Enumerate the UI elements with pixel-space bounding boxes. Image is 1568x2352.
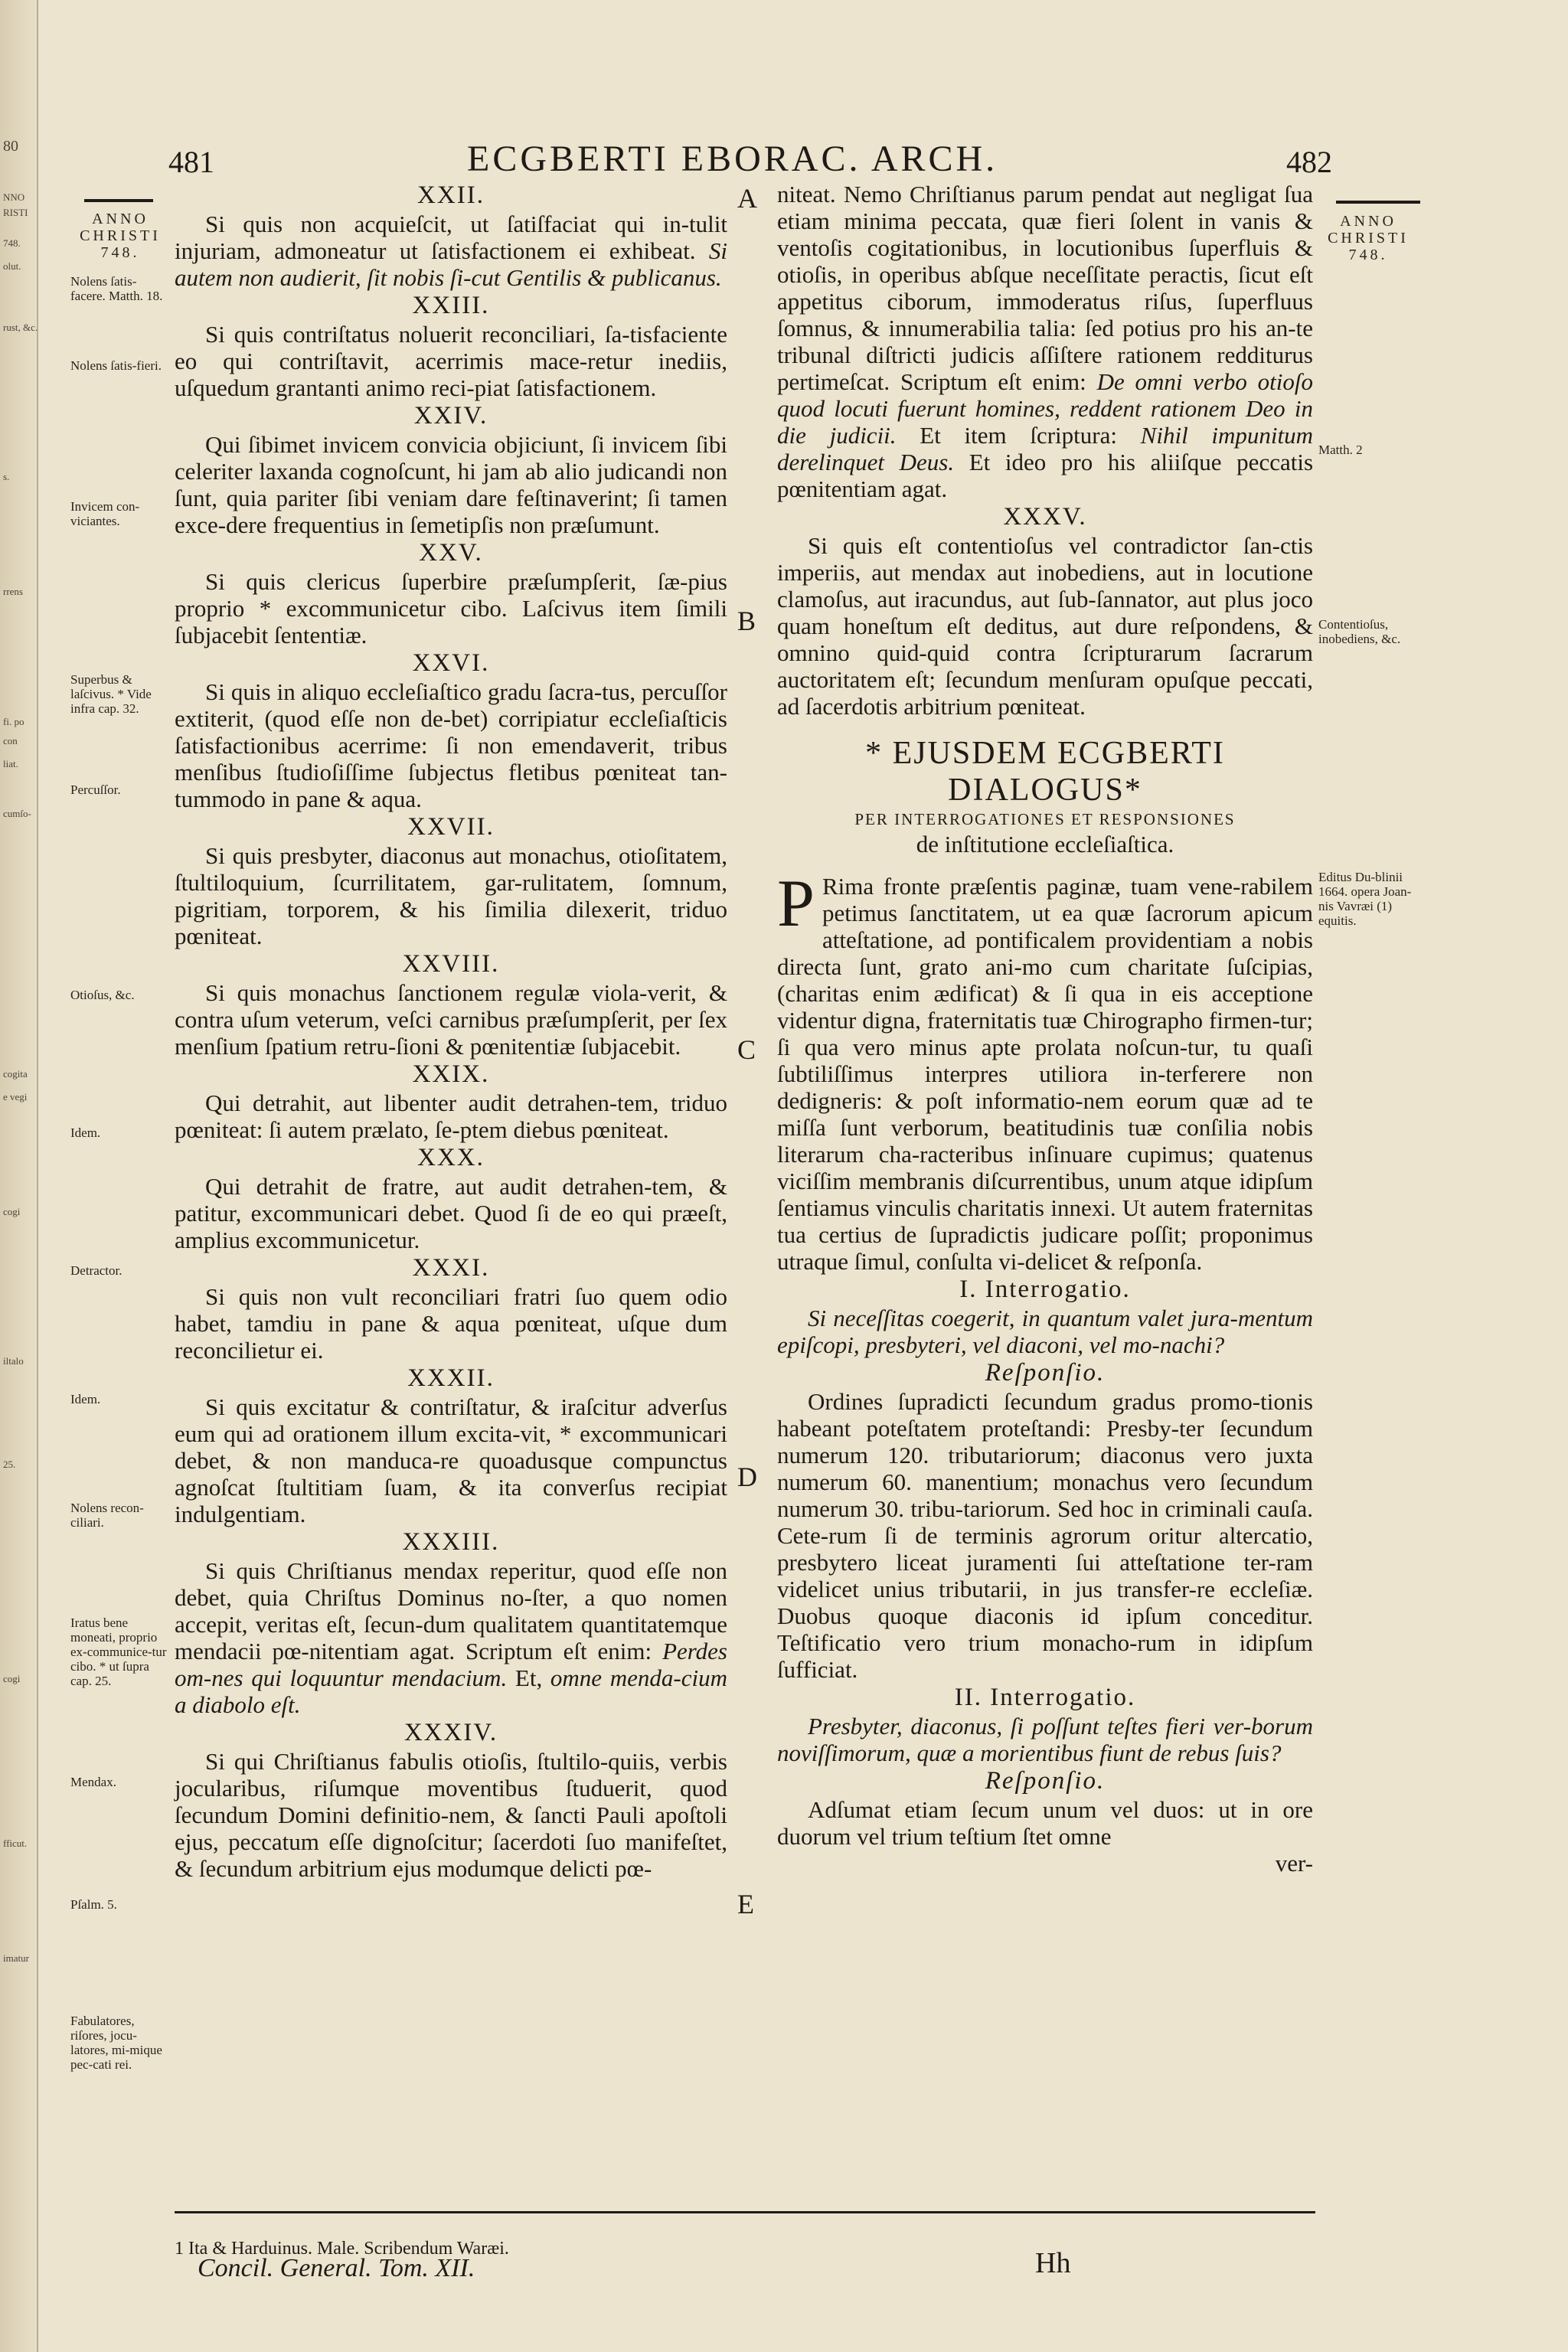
section-text bbox=[175, 1557, 727, 1718]
margin-note-anno-left: ANNO CHRISTI 748. bbox=[80, 211, 161, 261]
prev-edge-text: NNO bbox=[3, 191, 25, 203]
prev-edge-text: cogi bbox=[3, 1206, 21, 1217]
prev-edge-text: s. bbox=[3, 471, 10, 482]
margin-note: Matth. 2 bbox=[1318, 443, 1363, 457]
section-heading: XXX. bbox=[417, 1144, 485, 1171]
interrogatio-text: Si neceſſitas coegerit, in quantum valet jura-mentum epiſcopi, presbyteri, vel diaconi, vel mo-nachi? bbox=[777, 1305, 1313, 1358]
margin-note: Percuſſor. bbox=[70, 782, 121, 797]
section-text: Si quis contriſtatus noluerit reconciliari, ſa-tisfaciente eo qui contriſtavit, acerrimis mace-retur inediis, uſquedum grantanti animo reci-piat ſatisfactionem. bbox=[175, 321, 727, 401]
section-heading: XXIX. bbox=[412, 1060, 490, 1088]
section-heading: XXV. bbox=[419, 539, 483, 567]
margin-note: Otioſus, &c. bbox=[70, 988, 135, 1002]
section-heading: XXIV. bbox=[413, 402, 488, 430]
margin-note: Contentioſus, inobediens, &c. bbox=[1318, 617, 1401, 646]
margin-note: Fabulatores, riſores, jocu-latores, mi-mique pec-cati rei. bbox=[70, 2014, 162, 2072]
section-heading: XXXI. bbox=[412, 1254, 490, 1282]
left-column bbox=[175, 181, 727, 1882]
section-text bbox=[175, 211, 727, 291]
previous-page-edge bbox=[0, 0, 46, 2352]
scripture-quote: Perdes om-nes qui loquuntur mendacium. bbox=[175, 1638, 727, 1691]
section-text: Qui ſibimet invicem convicia objiciunt, ſi invicem ſibi celeriter laxanda cognoſcunt, hi jam ab alio judicandi non ſunt, quia pariter ſibi veniam dare feſtinaverint; ſi tamen exce-dere frequentius in ſemetipſis non præſumunt. bbox=[175, 431, 727, 538]
section-text: Si quis presbyter, diaconus aut monachus, otioſitatem, ſtultiloquium, ſcurrilitatem, gar-rulitatem, ſomnum, pigritiam, torporem, & his ſimilia dilexerit, triduo pœniteat. bbox=[175, 842, 727, 949]
margin-note: Editus Du-blinii 1664. opera Joan-nis Vavræi (1) equitis. bbox=[1318, 870, 1412, 928]
interrogatio-heading: I. Interrogatio. bbox=[959, 1276, 1131, 1303]
margin-note: Pſalm. 5. bbox=[70, 1897, 117, 1912]
responsio-text: Ordines ſupradicti ſecundum gradus promo-tionis habeant poteſtatem proteſtandi: Presby-ter ſecundum numerum 120. tributariorum; diaconus vero juxta numerum 60. manentium; monachus vero ſecundum numerum 30. tribu-tariorum. Sed hoc in criminali cauſa. Cete-rum ſi de terminis agrorum oritur altercatio, presbytero liceat juramenti ſui atteſtatione ter-ram videlicet unius tributarii, in jus transfer-re eccleſiæ. Duobus quoque diaconis id ipſum conceditur. Teſtificatio vero trium monacho-rum in idipſum ſufficiat. bbox=[777, 1388, 1313, 1683]
section-heading: XXII. bbox=[417, 181, 485, 209]
margin-note: Nolens ſatis-fieri. bbox=[70, 358, 162, 373]
margin-note: Invicem con-viciantes. bbox=[70, 499, 140, 528]
prev-edge-text: fi. po bbox=[3, 716, 24, 727]
body-text: Rima fronte præſentis paginæ, tuam vene-rabilem petimus ſanctitatem, ut ea quæ ſacrorum apicum atteſtatione, ad pontificalem providentiam a nobis directa ſunt, grato ani-mo cum charitate ſuſcipias, (charitas enim ædificat) & ſi qua in eis acceptione videntur digna, fraternitatis tuæ Chirographo firmen-tur; ſi qua vero minus apte prolata noſcun-tur, tu quaſi ſubtiliſſimus interpres utiliora in-terferere non dedigneris: & poſt informatio-nem eorum quæ ad te miſſa ſunt verborum, beatitudinis tuæ conſilia nobis literarum cha-racteribus inſinuare cupimus; quatenus viciſſim membranis diſcurrentibus, unum atque idipſum ſentiamus vinculis charitatis innexi. Ut autem fraternitas tua certius de ſupradictis judicare poſſit; proponimus utraque ſimul, conſulta vi-delicet & reſponſa. bbox=[777, 873, 1313, 1275]
margin-note: Nolens recon-ciliari. bbox=[70, 1501, 144, 1530]
column-letter: E bbox=[737, 1889, 754, 1919]
prev-edge-text: 748. bbox=[3, 237, 21, 249]
section-heading: XXXIV. bbox=[403, 1719, 498, 1746]
section-text: Qui detrahit de fratre, aut audit detrahen-tem, & patitur, excommunicari debet. Quod ſi de eo qui præeſt, amplius excommunicetur. bbox=[175, 1173, 727, 1253]
responsio-heading: Reſponſio. bbox=[985, 1359, 1106, 1387]
margin-note: Idem. bbox=[70, 1392, 101, 1406]
signature-mark: Hh bbox=[1035, 2247, 1071, 2279]
section-heading: XXVIII. bbox=[402, 950, 500, 978]
catchword: ver- bbox=[1275, 1850, 1313, 1877]
body-text: niteat. Nemo Chriſtianus parum pendat aut negligat ſua etiam minima peccata, quæ fieri ſolent in vanis & ventoſis cogitationibus, in locutionibus ſuperfluis & otioſis, in operibus abſque neceſſitate peractis, ſicut eſt appetitus ciborum, immoderatus riſus, ſuperfluus ſomnus, & innumerabilia talia: ſed potius pro his an-te tribunal diſtricti judicis aſſiſtere rationem redditurus pertimeſcat. Scriptum eſt enim: bbox=[777, 181, 1313, 395]
body-text: Et, bbox=[514, 1664, 543, 1691]
prev-edge-text: cogi bbox=[3, 1673, 21, 1684]
column-letter: D bbox=[737, 1462, 757, 1492]
prev-edge-text: cumſo- bbox=[3, 808, 31, 819]
prev-edge-text: rrens bbox=[3, 586, 23, 597]
prev-edge-text: olut. bbox=[3, 260, 21, 272]
section-text: Si quis eſt contentioſus vel contradictor ſan-ctis imperiis, aut mendax aut inobediens, aut in locutione clamoſus, aut iracundus, aut ſub-ſannator, aut plus joco quam honeſtum eſt deditus, aut dure reſpondens, & omnino quid-quid contra ſcripturarum ſacrarum auctoritatem eſt; ſecundum menſuram opuſque peccati, ad ſacerdotis arbitrium pœniteat. bbox=[777, 532, 1313, 720]
dialogus-preface bbox=[777, 867, 1313, 1275]
margin-note: Idem. bbox=[70, 1125, 101, 1140]
section-text: Qui detrahit, aut libenter audit detrahen-tem, triduo pœniteat: ſi autem prælato, ſe-ptem diebus pœniteat. bbox=[175, 1089, 727, 1143]
scripture-quote: Nihil impunitum derelinquet Deus. bbox=[777, 422, 1314, 475]
section-heading: XXVI. bbox=[412, 649, 490, 677]
body-text: Et ideo pro his aliiſque peccatis pœnitentiam agat. bbox=[777, 449, 1314, 502]
prev-edge-text: rust, &c. bbox=[3, 322, 38, 333]
responsio-heading: Reſponſio. bbox=[985, 1767, 1106, 1795]
prev-edge-text: e vegi bbox=[3, 1091, 28, 1102]
prev-edge-text: 25. bbox=[3, 1459, 16, 1470]
margin-note-anno-right: ANNO CHRISTI 748. bbox=[1328, 213, 1409, 263]
section-text: Si quis monachus ſanctionem regulæ viola-verit, & contra uſum veterum, veſci carnibus præſumpſerit, per ſex menſium ſpatium retru-ſioni & pœnitentiæ ſubjacebit. bbox=[175, 979, 727, 1060]
page-number-left: 481 bbox=[168, 145, 214, 179]
prev-edge-text: imatur bbox=[3, 1952, 29, 1964]
prev-edge-text: fficut. bbox=[3, 1838, 28, 1849]
section-heading: XXXV. bbox=[1003, 503, 1087, 531]
volume-signature: Concil. General. Tom. XII. bbox=[198, 2254, 475, 2282]
interrogatio-text: Presbyter, diaconus, ſi poſſunt teſtes fieri ver-borum noviſſimorum, quæ a morientibus fiunt de rebus ſuis? bbox=[777, 1713, 1313, 1766]
interrogatio-heading: II. Interrogatio. bbox=[954, 1684, 1136, 1711]
page-title: ECGBERTI EBORAC. ARCH. bbox=[467, 139, 998, 179]
prev-edge-text: liat. bbox=[3, 758, 18, 769]
section-heading: XXIII. bbox=[412, 292, 490, 319]
column-letter: B bbox=[737, 606, 756, 636]
prev-edge-text: con bbox=[3, 735, 18, 746]
margin-rule-left bbox=[84, 199, 153, 202]
section-text: Si quis non vult reconciliari fratri ſuo quem odio habet, tamdiu in pane & aqua pœniteat, uſque dum reconcilietur ei. bbox=[175, 1283, 727, 1364]
prev-edge-text: iltalo bbox=[3, 1355, 24, 1367]
column-letter: C bbox=[737, 1034, 756, 1065]
section-text: Si quis excitatur & contriſtatur, & iraſcitur adverſus eum qui ad orationem illum excita-vit, * excommunicari debet, & non manduca-re quoadusque compunctus agnoſcat ſtultitiam ſuam, & ita converſus recipiat indulgentiam. bbox=[175, 1393, 727, 1527]
prev-edge-text: RISTI bbox=[3, 207, 28, 218]
section-heading: XXXII. bbox=[407, 1364, 495, 1392]
margin-note: Nolens ſatis-facere. Matth. 18. bbox=[70, 274, 163, 303]
dialogus-title: * EJUSDEM ECGBERTI DIALOGUS* bbox=[865, 736, 1225, 808]
section-text: Si qui Chriſtianus fabulis otioſis, ſtultilo-quiis, verbis jocularibus, riſumque moventibus ſtuduerit, quod ſecundum Domini definitio-nem, & ſancti Pauli apoſtoli ejus, peccatum eſſe dignoſcitur; ſacerdoti ſuo manifeſtet, & ſecundum arbitrium ejus modumque delicti pœ- bbox=[175, 1748, 727, 1882]
dialogus-subtitle-2: de inſtitutione eccleſiaſtica. bbox=[916, 831, 1174, 858]
section-text: Si quis in aliquo eccleſiaſtico gradu ſacra-tus, percuſſor extiterit, (quod eſſe non de-bet) corripiatur eccleſiaſticis ſatisfactionibus acerrime: ſi non emendaverit, tribus menſibus ſtudioſiſſime ſubjectus fletibus pœniteat tan-tummodo in pane & aqua. bbox=[175, 678, 727, 812]
prev-edge-text: 80 bbox=[3, 138, 18, 155]
footnote: 1 Ita & Harduinus. Male. Scribendum Waræi. bbox=[175, 2239, 509, 2259]
section-heading: XXXIII. bbox=[402, 1528, 500, 1556]
margin-rule-right bbox=[1336, 201, 1420, 204]
margin-note: Superbus & laſcivus. * Vide infra cap. 32. bbox=[70, 672, 152, 716]
margin-note: Iratus bene moneati, proprio ex-communice-tur cibo. * ut ſupra cap. 25. bbox=[70, 1615, 167, 1688]
column-letter: A bbox=[737, 183, 757, 214]
dialogus-subtitle: PER INTERROGATIONES ET RESPONSIONES bbox=[854, 810, 1236, 828]
margin-note: Detractor. bbox=[70, 1263, 122, 1278]
body-text: Si quis non acquieſcit, ut ſatiſfaciat qui in-tulit injuriam, admoneatur ut ſatisfactionem ei exhibeat. bbox=[175, 211, 727, 264]
body-text: Et item ſcriptura: bbox=[920, 422, 1117, 449]
prev-edge-text: cogita bbox=[3, 1068, 28, 1080]
section-heading: XXVII. bbox=[407, 813, 495, 841]
responsio-text: Adſumat etiam ſecum unum vel duos: ut in ore duorum vel trium teſtium ſtet omne bbox=[777, 1796, 1313, 1850]
margin-note: Mendax. bbox=[70, 1775, 116, 1789]
scripture-quote: De omni verbo otioſo quod locuti fuerunt homines, reddent rationem Deo in die judicii. bbox=[777, 368, 1314, 449]
drop-cap: P bbox=[777, 867, 815, 941]
section-text: Si quis clericus ſuperbire præſumpſerit, ſæ-pius proprio * excommunicetur cibo. Laſcivus item ſimili ſubjacebit ſententiæ. bbox=[175, 568, 727, 648]
scripture-quote: Si autem non audierit, ſit nobis ſi-cut Gentilis & publicanus. bbox=[175, 237, 728, 291]
footer-rule bbox=[175, 2211, 1315, 2213]
scripture-quote: omne menda-cium a diabolo eſt. bbox=[175, 1664, 727, 1718]
right-column bbox=[777, 181, 1313, 1877]
body-text: Si quis Chriſtianus mendax reperitur, quod eſſe non debet, quia Chriſtus Dominus no-ſter, a quo nomen accepit, veritas eſt, ſecun-dum qualitatem quantitatemque mendacii pœ-nitentiam agat. Scriptum eſt enim: bbox=[175, 1557, 727, 1664]
section-text bbox=[777, 181, 1313, 502]
page-number-right: 482 bbox=[1286, 145, 1332, 179]
